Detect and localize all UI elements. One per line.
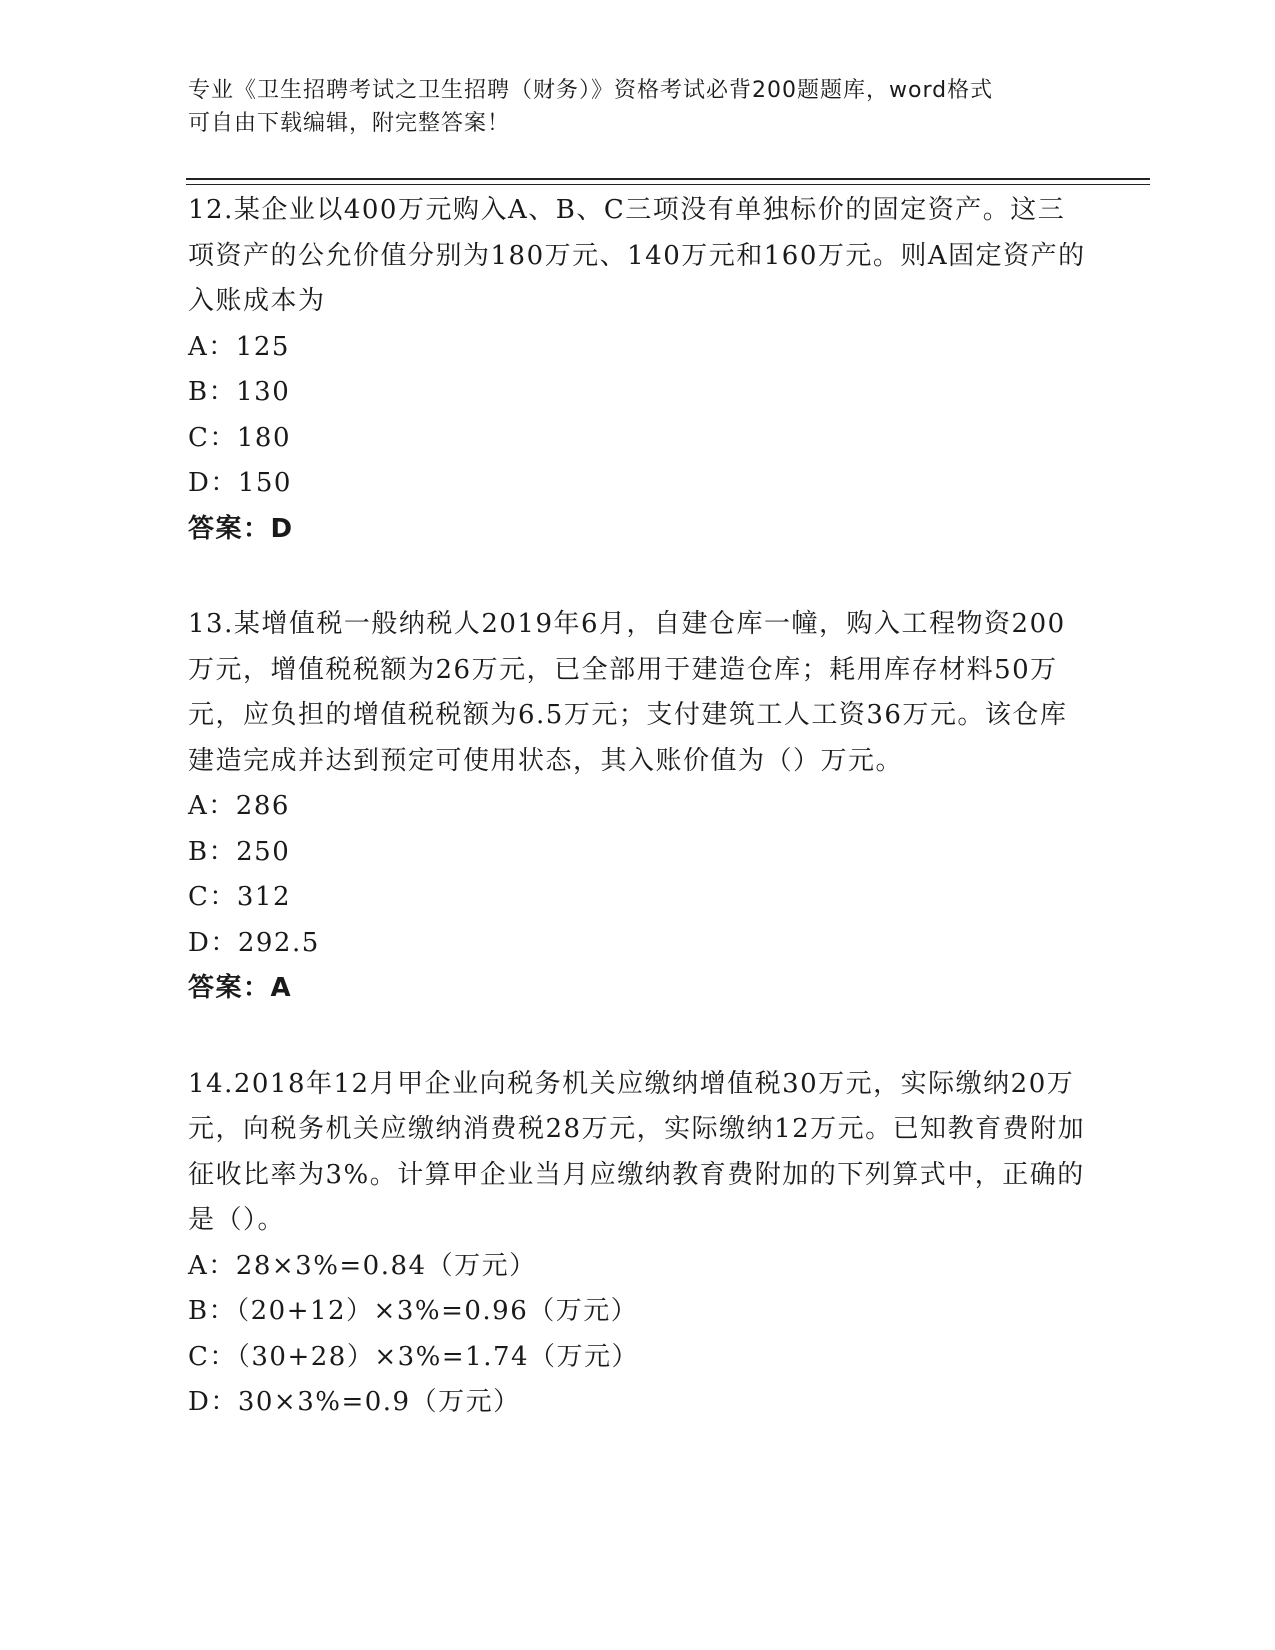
header-line-2: 可自由下载编辑，附完整答案！ bbox=[188, 111, 511, 136]
spacer bbox=[188, 1012, 1088, 1062]
option-c: C：180 bbox=[188, 422, 292, 453]
question-text: 14.2018年12月甲企业向税务机关应缴纳增值税30万元，实际缴纳20万元，向税务机关应缴纳消费税28万元，实际缴纳12万元。已知教育费附加征收比率为3%。计算甲企业当月应缴纳教育费附加的下列算式中，正确的是（）。 bbox=[188, 1068, 1086, 1235]
question-text: 13.某增值税一般纳税人2019年6月，自建仓库一幢，购入工程物资200万元，增值税税额为26万元，已全部用于建造仓库；耗用库存材料50万元，应负担的增值税税额为6.5万元；支付建筑工人工资36万元。该仓库建造完成并达到预定可使用状态，其入账价值为（）万元。 bbox=[188, 609, 1068, 776]
option-d: D：30×3%=0.9（万元） bbox=[188, 1387, 521, 1417]
option-a: A：125 bbox=[188, 331, 290, 362]
answer-label: 答案：A bbox=[188, 973, 293, 1003]
question-13 bbox=[188, 602, 1088, 1012]
header-divider-thin bbox=[186, 184, 1150, 185]
option-c: C：（30+28）×3%=1.74（万元） bbox=[188, 1341, 640, 1372]
question-12 bbox=[188, 188, 1088, 552]
option-b: B：250 bbox=[188, 836, 291, 867]
question-14 bbox=[188, 1062, 1088, 1426]
question-list bbox=[188, 188, 1088, 1426]
option-a: A：28×3%=0.84（万元） bbox=[188, 1250, 537, 1281]
question-text: 12.某企业以400万元购入A、B、C三项没有单独标价的固定资产。这三项资产的公允价值分别为180万元、140万元和160万元。则A固定资产的入账成本为 bbox=[188, 195, 1086, 316]
header-divider bbox=[186, 178, 1150, 180]
option-b: B：（20+12）×3%=0.96（万元） bbox=[188, 1296, 639, 1326]
answer-label: 答案：D bbox=[188, 513, 294, 544]
option-a: A：286 bbox=[188, 791, 290, 821]
option-d: D：292.5 bbox=[188, 927, 320, 958]
spacer bbox=[188, 552, 1088, 602]
option-c: C：312 bbox=[188, 882, 292, 912]
page-header bbox=[188, 74, 1068, 140]
option-d: D：150 bbox=[188, 468, 292, 498]
header-line-1: 专业《卫生招聘考试之卫生招聘（财务）》资格考试必背200题题库，word格式 bbox=[188, 78, 994, 103]
option-b: B：130 bbox=[188, 377, 291, 407]
